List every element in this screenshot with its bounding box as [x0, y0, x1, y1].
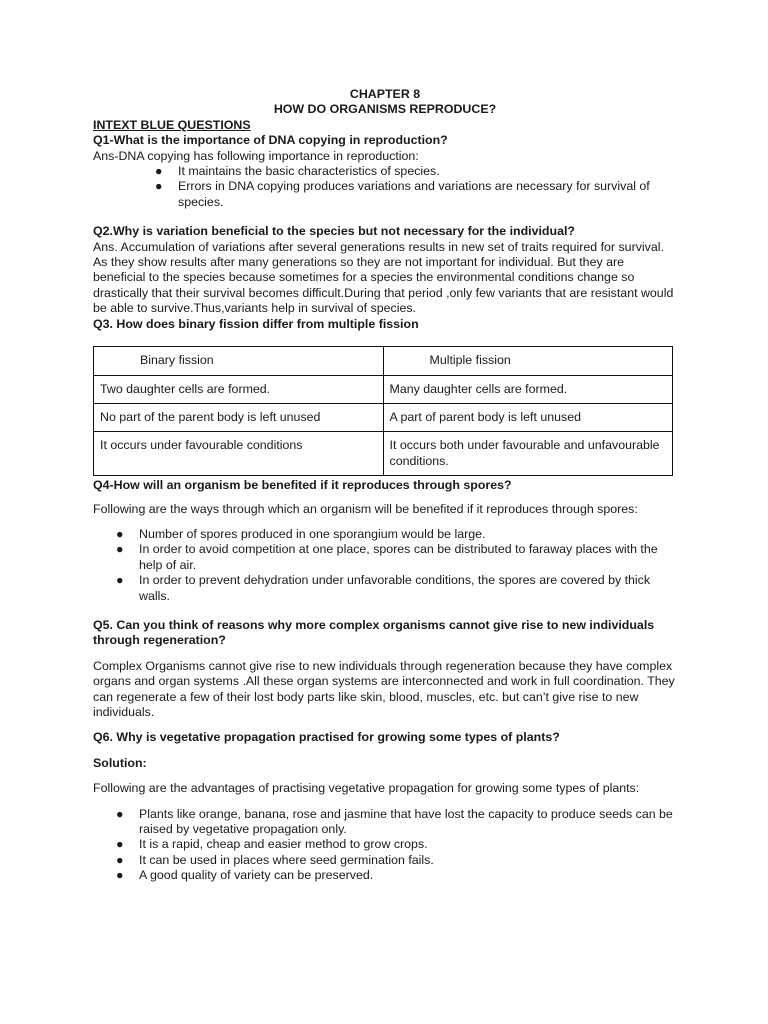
table-row [94, 432, 673, 476]
bullet-icon: ● [116, 837, 124, 852]
list-item: ● Errors in DNA copying produces variations and variations are necessary for survival of species. [155, 179, 650, 209]
table-header-cell: Multiple fission [383, 347, 673, 375]
q6-bullet-list [93, 807, 677, 884]
q2-question: Q2.Why is variation beneficial to the species but not necessary for the individual? [93, 224, 575, 239]
fission-comparison-table [93, 346, 673, 476]
table-cell: Two daughter cells are formed. [94, 375, 384, 403]
q1-answer: Ans-DNA copying has following importance in reproduction: [93, 148, 419, 163]
list-item: ● It is a rapid, cheap and easier method to grow crops. [116, 837, 428, 852]
q4-bullet-list [93, 527, 677, 604]
list-item: ● In order to prevent dehydration under unfavorable conditions, the spores are covered by thick walls. [116, 573, 651, 603]
q6-question: Q6. Why is vegetative propagation practised for growing some types of plants? [93, 730, 560, 745]
list-item: ● A good quality of variety can be preserved. [116, 868, 374, 883]
table-cell: Many daughter cells are formed. [383, 375, 673, 403]
bullet-icon: ● [116, 526, 124, 541]
bullet-icon: ● [155, 179, 163, 194]
bullet-icon: ● [155, 164, 163, 179]
table-header-row [94, 347, 673, 375]
q1-bullet-list [93, 164, 677, 210]
section-heading: INTEXT BLUE QUESTIONS [93, 117, 251, 132]
bullet-icon: ● [116, 542, 124, 557]
chapter-number: CHAPTER 8 [349, 87, 421, 101]
table-cell: No part of the parent body is left unused [94, 403, 384, 431]
q5-question: Q5. Can you think of reasons why more complex organisms cannot give rise to new individuals through regeneration? [93, 617, 655, 648]
table-row [94, 375, 673, 403]
q6-solution-label: Solution: [93, 755, 147, 770]
q6-intro: Following are the advantages of practising vegetative propagation for growing some types of plants: [93, 781, 640, 796]
table-header-cell: Binary fission [94, 347, 384, 375]
list-item: ● Number of spores produced in one sporangium would be large. [116, 526, 486, 541]
bullet-icon: ● [116, 868, 124, 883]
q5-answer: Complex Organisms cannot give rise to new individuals through regeneration because they have complex organs and organ systems .All these organ systems are interconnected and work in full coordination. They can regenerate a few of their lost body parts like skin, blood, muscles, etc. but can’t give rise to new individuals. [93, 658, 675, 719]
bullet-icon: ● [116, 573, 124, 588]
document-content [93, 87, 677, 884]
q1-question: Q1-What is the importance of DNA copying in reproduction? [93, 133, 448, 148]
q4-intro: Following are the ways through which an organism will be benefited if it reproduces through spores: [93, 501, 638, 516]
list-item: ● It can be used in places where seed germination fails. [116, 852, 434, 867]
list-item: ● In order to avoid competition at one place, spores can be distributed to faraway places with the help of air. [116, 542, 658, 572]
q3-question: Q3. How does binary fission differ from multiple fission [93, 316, 419, 331]
bullet-icon: ● [116, 852, 124, 867]
list-item: ● It maintains the basic characteristics of species. [155, 164, 440, 179]
chapter-title: HOW DO ORGANISMS REPRODUCE? [273, 102, 497, 117]
list-item: ● Plants like orange, banana, rose and jasmine that have lost the capacity to produce seeds can be raised by vegetative propagation only. [116, 806, 673, 837]
bullet-icon: ● [116, 806, 124, 821]
table-row [94, 403, 673, 431]
table-cell: It occurs under favourable conditions [94, 432, 384, 476]
q4-question: Q4-How will an organism be benefited if it reproduces through spores? [93, 478, 512, 493]
q2-answer: Ans. Accumulation of variations after several generations results in new set of traits required for survival. As they show results after many generations so they are not important for individual. But they are beneficial to the species because sometimes for a species the environmental conditions change so drastically that their survival becomes difficult.During that period ,only few variants that are resistant would be able to survive.Thus,variants help in survival of species. [93, 239, 674, 316]
table-cell: A part of parent body is left unused [383, 403, 673, 431]
table-cell: It occurs both under favourable and unfavourable conditions. [383, 432, 673, 476]
